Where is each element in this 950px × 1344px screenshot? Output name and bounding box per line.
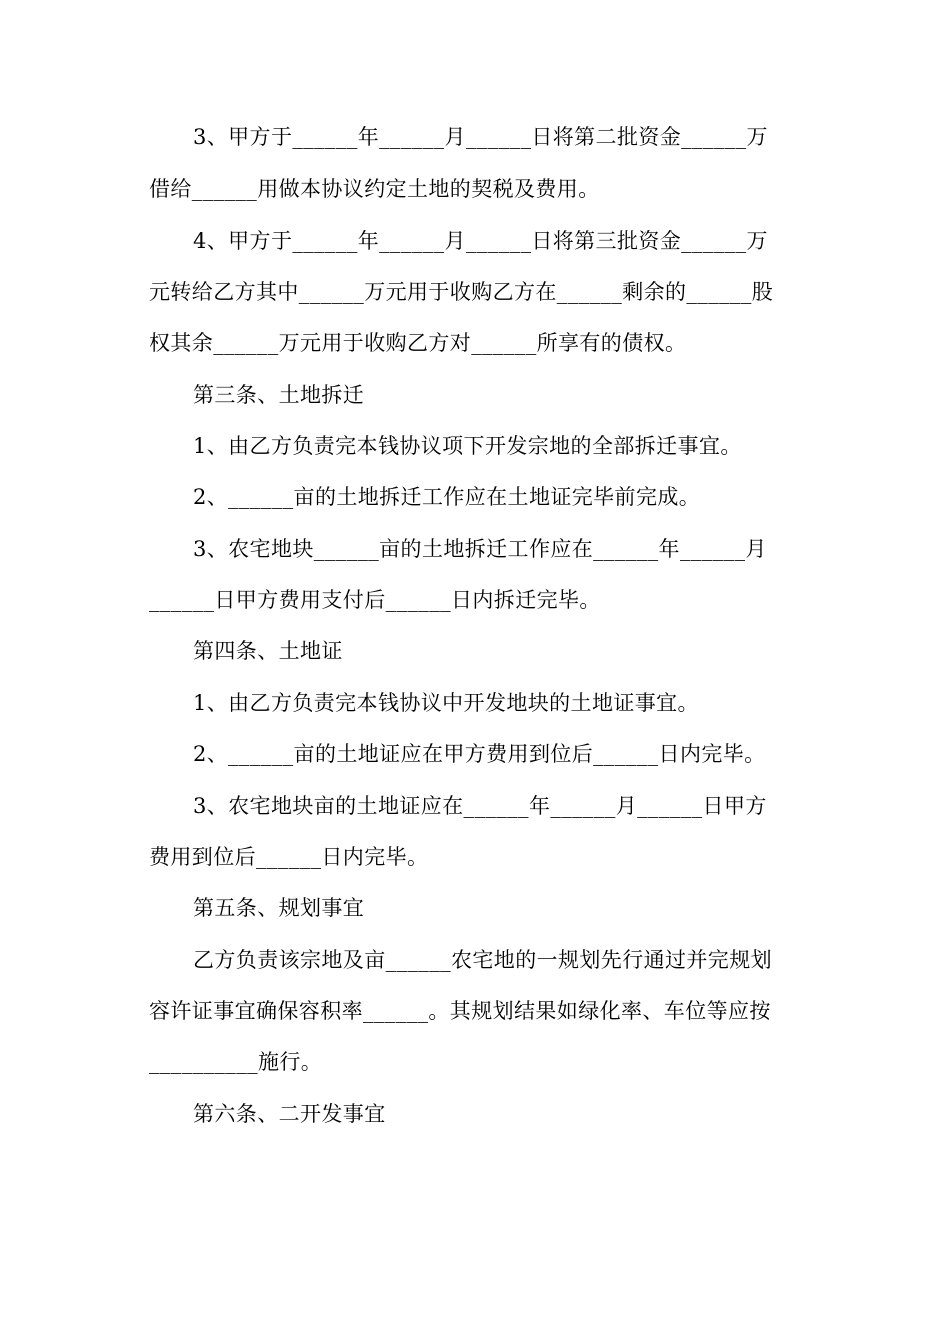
paragraph-line: 2、______亩的土地证应在甲方费用到位后______日内完毕。	[193, 742, 766, 766]
paragraph-line: 权其余______万元用于收购乙方对______所享有的债权。	[149, 331, 687, 355]
paragraph-line: 3、农宅地块______亩的土地拆迁工作应在______年______月	[193, 537, 767, 561]
paragraph-line: ______日甲方费用支付后______日内拆迁完毕。	[149, 588, 601, 612]
paragraph-line: 3、农宅地块亩的土地证应在______年______月______日甲方	[193, 794, 767, 818]
section-heading: 第六条、二开发事宜	[193, 1102, 386, 1126]
paragraph-line: 3、甲方于______年______月______日将第二批资金______万	[193, 125, 768, 149]
paragraph-line: 元转给乙方其中______万元用于收购乙方在______剩余的______股	[149, 280, 774, 304]
paragraph-line: 1、由乙方负责完本钱协议中开发地块的土地证事宜。	[193, 691, 699, 715]
paragraph-line: 乙方负责该宗地及亩______农宅地的一规划先行通过并完规划	[193, 948, 772, 972]
paragraph-line: 2、______亩的土地拆迁工作应在土地证完毕前完成。	[193, 485, 701, 509]
paragraph-line: __________施行。	[149, 1050, 323, 1074]
paragraph-line: 费用到位后______日内完毕。	[149, 845, 429, 869]
section-heading: 第四条、土地证	[193, 639, 343, 663]
section-heading: 第五条、规划事宜	[193, 896, 365, 920]
paragraph-line: 容许证事宜确保容积率______。其规划结果如绿化率、车位等应按	[149, 999, 771, 1023]
section-heading: 第三条、土地拆迁	[193, 383, 365, 407]
paragraph-line: 4、甲方于______年______月______日将第三批资金______万	[193, 229, 768, 253]
paragraph-line: 1、由乙方负责完本钱协议项下开发宗地的全部拆迁事宜。	[193, 434, 742, 458]
paragraph-line: 借给______用做本协议约定土地的契税及费用。	[149, 177, 600, 201]
